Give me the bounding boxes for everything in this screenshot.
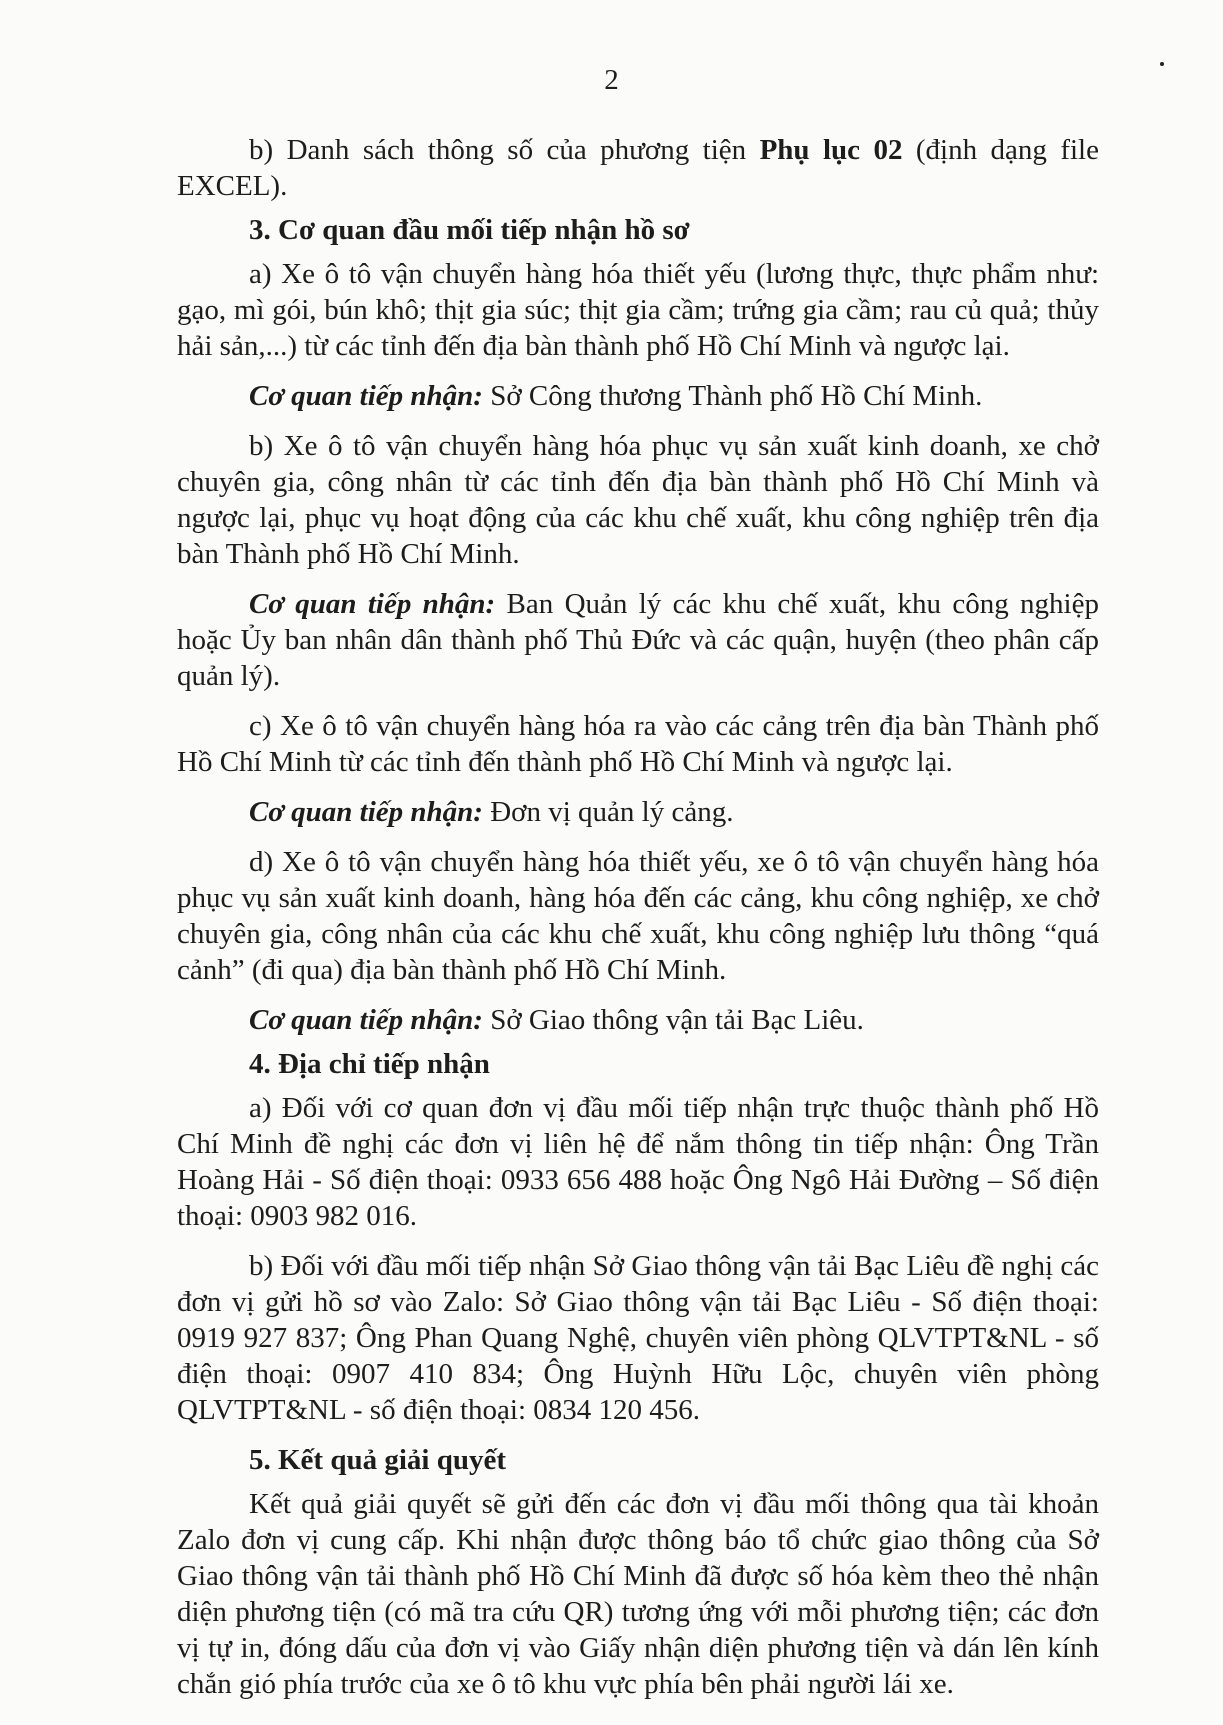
receiving-agency-3b: Cơ quan tiếp nhận: Ban Quản lý các khu chế xuất, khu công nghiệp hoặc Ủy ban nhân dân thành phố Thủ Đức và các quận, huyện (theo phân cấp quản lý).	[177, 588, 1099, 692]
paragraph-2b: b) Danh sách thông số của phương tiện Phụ lục 02 (định dạng file EXCEL).	[177, 134, 1099, 202]
receiving-agency-3d: Cơ quan tiếp nhận: Sở Giao thông vận tải Bạc Liêu.	[249, 1004, 864, 1036]
receiving-agency-label: Cơ quan tiếp nhận:	[249, 380, 483, 412]
page-number: 2	[604, 64, 619, 96]
receiving-agency-3a: Cơ quan tiếp nhận: Sở Công thương Thành phố Hồ Chí Minh.	[249, 380, 983, 412]
paragraph-3c: c) Xe ô tô vận chuyển hàng hóa ra vào các cảng trên địa bàn Thành phố Hồ Chí Minh từ các tỉnh đến thành phố Hồ Chí Minh và ngược lại.	[177, 710, 1099, 778]
paragraph-4a: a) Đối với cơ quan đơn vị đầu mối tiếp nhận trực thuộc thành phố Hồ Chí Minh đề nghị các đơn vị liên hệ để nắm thông tin tiếp nhận: Ông Trần Hoàng Hải - Số điện thoại: 0933 656 488 hoặc Ông Ngô Hải Đường – Số điện thoại: 0903 982 016.	[177, 1092, 1099, 1232]
receiving-agency-3c: Cơ quan tiếp nhận: Đơn vị quản lý cảng.	[249, 796, 734, 828]
heading-section-4: 4. Địa chỉ tiếp nhận	[249, 1048, 490, 1080]
paragraph-4b: b) Đối với đầu mối tiếp nhận Sở Giao thông vận tải Bạc Liêu đề nghị các đơn vị gửi hồ sơ vào Zalo: Sở Giao thông vận tải Bạc Liêu - Số điện thoại: 0919 927 837; Ông Phan Quang Nghệ, chuyên viên phòng QLVTPT&NL - số điện thoại: 0907 410 834; Ông Huỳnh Hữu Lộc, chuyên viên phòng QLVTPT&NL - số điện thoại: 0834 120 456.	[177, 1250, 1099, 1426]
receiving-agency-label: Cơ quan tiếp nhận:	[249, 1004, 483, 1036]
document-body	[177, 132, 1099, 1702]
receiving-agency-label: Cơ quan tiếp nhận:	[249, 796, 483, 828]
paragraph-3b: b) Xe ô tô vận chuyển hàng hóa phục vụ sản xuất kinh doanh, xe chở chuyên gia, công nhân từ các tỉnh đến địa bàn thành phố Hồ Chí Minh và ngược lại, phục vụ hoạt động của các khu chế xuất, khu công nghiệp trên địa bàn Thành phố Hồ Chí Minh.	[177, 430, 1099, 570]
heading-section-5: 5. Kết quả giải quyết	[249, 1444, 506, 1476]
paragraph-5: Kết quả giải quyết sẽ gửi đến các đơn vị đầu mối thông qua tài khoản Zalo đơn vị cung cấp. Khi nhận được thông báo tổ chức giao thông của Sở Giao thông vận tải thành phố Hồ Chí Minh đã được số hóa kèm theo thẻ nhận diện phương tiện (có mã tra cứu QR) tương ứng với mỗi phương tiện; các đơn vị tự in, đóng dấu của đơn vị vào Giấy nhận diện phương tiện và dán lên kính chắn gió phía trước của xe ô tô khu vực phía bên phải người lái xe.	[177, 1488, 1099, 1700]
paragraph-3d: d) Xe ô tô vận chuyển hàng hóa thiết yếu, xe ô tô vận chuyển hàng hóa phục vụ sản xuất kinh doanh, hàng hóa đến các cảng, khu công nghiệp, xe chở chuyên gia, công nhân của các khu chế xuất, khu công nghiệp lưu thông “quá cảnh” (đi qua) địa bàn thành phố Hồ Chí Minh.	[177, 846, 1099, 986]
receiving-agency-label: Cơ quan tiếp nhận:	[249, 588, 496, 620]
paragraph-3a: a) Xe ô tô vận chuyển hàng hóa thiết yếu (lương thực, thực phẩm như: gạo, mì gói, bún khô; thịt gia súc; thịt gia cầm; trứng gia cầm; rau củ quả; thủy hải sản,...) từ các tỉnh đến địa bàn thành phố Hồ Chí Minh và ngược lại.	[177, 258, 1099, 362]
heading-section-3: 3. Cơ quan đầu mối tiếp nhận hồ sơ	[249, 214, 690, 246]
appendix-reference: Phụ lục 02	[759, 134, 903, 166]
